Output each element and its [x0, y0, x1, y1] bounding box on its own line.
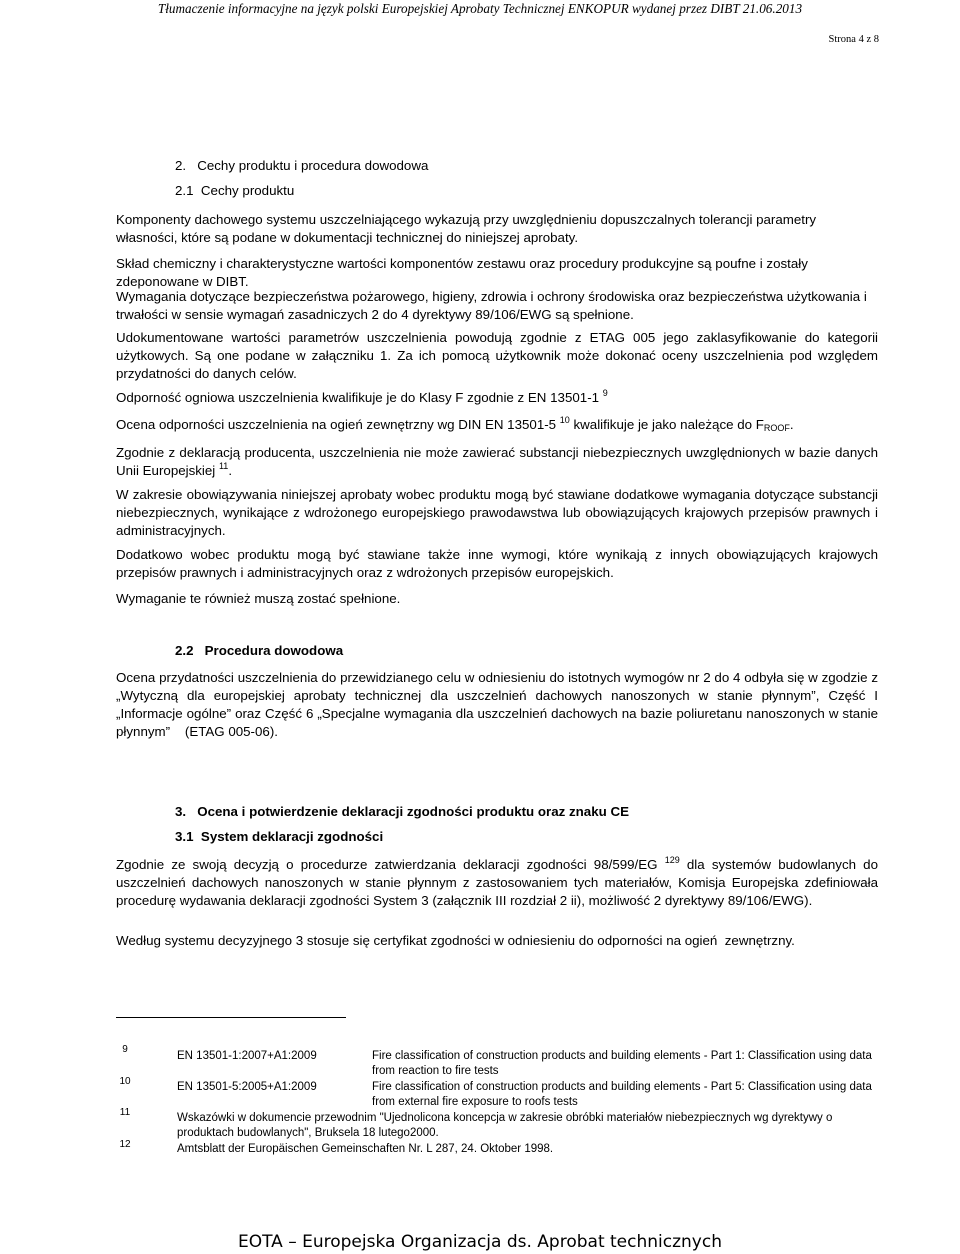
page-number: Strona 4 z 8 [828, 34, 879, 45]
paragraph-hazardous-substances [116, 444, 878, 480]
section-2-2-heading: 2.2 Procedura dowodowa [175, 643, 344, 658]
paragraph-other-requirements: Dodatkowo wobec produktu mogą być stawiane także inne wymogi, które wynikają z innych obowiązujących krajowych przepisów prawnych i administracyjnych oraz z wdrożonych przepisów europejskich. [116, 547, 878, 580]
paragraph-fire-resistance [116, 389, 878, 407]
external-fire-tail: kwalifikuje je jako należące do F [569, 417, 764, 432]
footnote-9-description: Fire classification of construction products and building elements - Part 1: Classification using data from reaction to fire tests [372, 1050, 872, 1077]
footnote-9-number: 9 [122, 1044, 128, 1055]
footnote-divider [116, 1017, 346, 1018]
paragraph-chemical-composition: Skład chemiczny i charakterystyczne wartości komponentów zestawu oraz procedury produkcyjne są poufne i zostały zdeponowane w DIBT. [116, 256, 808, 289]
footnote-11-text: Wskazówki w dokumencie przewodnim "Ujednolicona koncepcja w zakresie obróbki materiałów niebezpiecznych wg dyrektywy o produktach budowlanych", Bruksela 18 lutego2000. [177, 1112, 833, 1139]
section-2-heading: 2. Cechy produktu i procedura dowodowa [175, 158, 429, 173]
page-footer: EOTA – Europejska Organizacja ds. Aprobat technicznych [237, 1232, 722, 1252]
external-fire-end: . [789, 417, 794, 432]
paragraph-components: Komponenty dachowego systemu uszczelniającego wykazują przy uwzględnieniu dopuszczalnych tolerancji parametry własności, które są podane w dokumentacji technicznej do niniejszej aprobaty. [116, 212, 817, 245]
paragraph-certificate: Według systemu decyzyjnego 3 stosuje się certyfikat zgodności w odniesieniu do odporności na ogień zewnętrzny. [116, 933, 795, 948]
section-2-1-heading: 2.1 Cechy produktu [175, 183, 295, 198]
footnote-12-number: 12 [119, 1139, 131, 1150]
footnote-10-description: Fire classification of construction products and building elements - Part 5: Classification using data from external fire exposure to roofs tests [372, 1081, 872, 1108]
fire-resistance-text: Odporność ogniowa uszczelnienia kwalifikuje je do Klasy F zgodnie z EN 13501-1 [116, 390, 600, 405]
paragraph-evaluation-procedure: Ocena przydatności uszczelnienia do przewidzianego celu w odniesieniu do istotnych wymogów nr 2 do 4 odbyła się w zgodzie z „Wytyczną dla europejskiej aprobaty technicznej dla uszczelnień dachowych nanoszonych w stanie płynnym”, Część I „Informacje ogólne” oraz Część 6 „Specjalne wymagania dla uszczelnień dachowych na bazie poliuretanu nanoszonych w stanie płynnym” (ETAG 005-06). [116, 670, 878, 739]
external-fire-text: Ocena odporności uszczelnienia na ogień zewnętrzny wg DIN EN 13501-5 [116, 417, 557, 432]
hazardous-substances-end: . [228, 463, 233, 478]
paragraph-safety-requirements: Wymagania dotyczące bezpieczeństwa pożarowego, higieny, zdrowia i ochrony środowiska oraz bezpieczeństwa użytkowania i trwałości w sensie wymagań zasadniczych 2 do 4 dyrektywy 89/106/EWG są spełnione. [116, 289, 867, 322]
paragraph-additional-requirements: W zakresie obowiązywania niniejszej aprobaty wobec produktu mogą być stawiane dodatkowe wymagania dotyczące substancji niebezpiecznych, wynikające z wdrożonego europejskiego prawodawstwa lub obowiązujących krajowych przepisów prawnych i administracyjnych. [116, 487, 878, 538]
attestation-text: Zgodnie ze swoją decyzją o procedurze zatwierdzania deklaracji zgodności 98/599/EG [116, 857, 658, 872]
hazardous-substances-text: Zgodnie z deklaracją producenta, uszczelnienia nie może zawierać substancji niebezpiecznych uwzględnionych w bazie danych Unii Europejskiej [116, 445, 878, 478]
paragraph-documented-values: Udokumentowane wartości parametrów uszczelnienia powodują zgodnie z ETAG 005 jego zaklasyfikowanie do kategorii użytkowych. Są one podane w załączniku 1. Za ich pomocą użytkownik może dokonać oceny uszczelnienia pod względem przydatności do danych celów. [116, 330, 878, 381]
footnote-12-text: Amtsblatt der Europäischen Gemeinschaften Nr. L 287, 24. Oktober 1998. [177, 1143, 554, 1155]
footnote-ref-9: 9 [602, 388, 608, 398]
footnote-10-standard: EN 13501-5:2005+A1:2009 [177, 1081, 317, 1093]
footnote-ref-10: 10 [559, 415, 570, 425]
attestation-tail: dla systemów budowlanych do uszczelnień dachowych nanoszonych w stanie płynnym z zastosowaniem tych materiałów, Komisja Europejska zdefiniowała procedurę wydawania deklaracji zgodności System 3 (załącznik III rozdział 2 ii), możliwość 2 dyrektywy 89/106/EWG). [116, 857, 878, 908]
footnote-ref-12: 129 [664, 855, 680, 865]
froof-subscript: ROOF [763, 423, 790, 433]
paragraph-external-fire [116, 416, 878, 434]
footnote-11-number: 11 [119, 1107, 131, 1118]
running-header: Tłumaczenie informacyjne na język polski Europejskiej Aprobaty Technicznej ENKOPUR wydanej przez DIBT 21.06.2013 [157, 1, 803, 16]
footnote-10-number: 10 [119, 1076, 131, 1087]
paragraph-must-be-met: Wymaganie te również muszą zostać spełnione. [116, 591, 401, 606]
section-3-heading: 3. Ocena i potwierdzenie deklaracji zgodności produktu oraz znaku CE [175, 804, 629, 819]
section-3-1-heading: 3.1 System deklaracji zgodności [175, 829, 384, 844]
paragraph-attestation-system [116, 856, 878, 910]
footnote-9-standard: EN 13501-1:2007+A1:2009 [177, 1050, 317, 1062]
footnote-ref-11: 11 [218, 461, 229, 471]
